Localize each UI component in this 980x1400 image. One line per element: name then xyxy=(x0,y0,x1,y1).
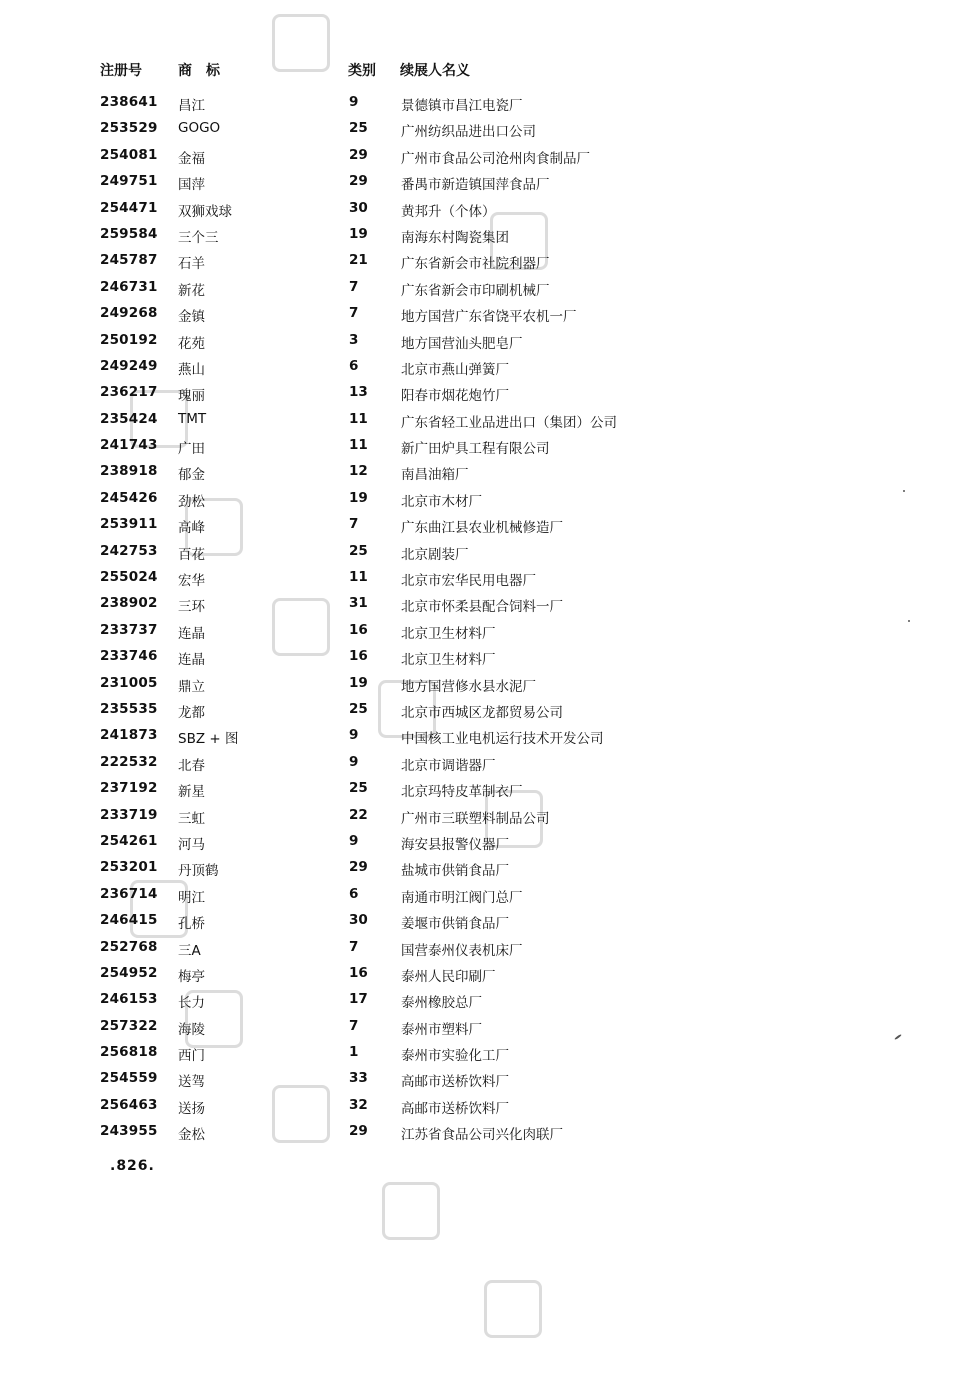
reg-no-cell: 259584 xyxy=(100,225,158,242)
mark-cell: 石羊 xyxy=(178,256,205,273)
renewer-cell: 姜堰市供销食品厂 xyxy=(401,916,509,933)
reg-no-cell: 249249 xyxy=(100,357,158,374)
class-cell: 29 xyxy=(349,1123,368,1140)
reg-no-cell: 241743 xyxy=(100,437,158,454)
table-row xyxy=(100,541,800,567)
reg-no-cell: 243955 xyxy=(100,1123,158,1140)
class-cell: 25 xyxy=(349,542,368,559)
mark-cell: 瑰丽 xyxy=(178,388,205,405)
class-cell: 9 xyxy=(349,94,359,110)
table-row xyxy=(100,910,800,936)
mark-cell: 明江 xyxy=(178,889,205,906)
class-cell: 30 xyxy=(349,912,368,929)
table-row xyxy=(100,1095,800,1121)
class-cell: 7 xyxy=(349,278,359,295)
table-row xyxy=(100,725,800,751)
renewer-cell: 新广田炉具工程有限公司 xyxy=(401,441,550,458)
class-cell: 13 xyxy=(349,384,368,401)
mark-cell: 送驾 xyxy=(178,1074,205,1091)
table-row xyxy=(100,1016,800,1042)
renewer-cell: 泰州橡胶总厂 xyxy=(401,995,482,1012)
reg-no-cell: 249268 xyxy=(100,305,158,322)
table-row xyxy=(100,1068,800,1094)
renewer-cell: 北京市西城区龙都贸易公司 xyxy=(401,704,563,721)
reg-no-cell: 257322 xyxy=(100,1017,158,1034)
mark-cell: SBZ + 图 xyxy=(178,731,239,748)
reg-no-cell: 233746 xyxy=(100,648,158,665)
reg-no-cell: 238902 xyxy=(100,595,158,612)
class-cell: 9 xyxy=(349,727,359,744)
table-row xyxy=(100,382,800,408)
class-cell: 9 xyxy=(349,832,359,849)
table-row xyxy=(100,963,800,989)
table-row xyxy=(100,778,800,804)
header-mark: 商标 xyxy=(178,63,234,79)
reg-no-cell: 254471 xyxy=(100,199,158,216)
mark-cell: 三环 xyxy=(178,599,205,616)
table-row xyxy=(100,831,800,857)
renewer-cell: 北京市宏华民用电器厂 xyxy=(401,573,536,590)
scan-speck xyxy=(903,490,905,492)
class-cell: 19 xyxy=(349,489,368,506)
table-row xyxy=(100,673,800,699)
renewer-cell: 地方国营修水县水泥厂 xyxy=(401,678,536,695)
reg-no-cell: 255024 xyxy=(100,569,158,586)
mark-cell: 北春 xyxy=(178,757,205,774)
table-row xyxy=(100,330,800,356)
renewer-cell: 北京市调谐器厂 xyxy=(401,757,496,774)
class-cell: 25 xyxy=(349,700,368,717)
class-cell: 25 xyxy=(349,120,368,137)
class-cell: 32 xyxy=(349,1096,368,1113)
class-cell: 11 xyxy=(349,437,368,454)
mark-cell: GOGO xyxy=(178,120,221,137)
class-cell: 11 xyxy=(349,410,368,427)
class-cell: 11 xyxy=(349,569,368,586)
trademark-table xyxy=(100,92,800,1148)
table-row xyxy=(100,752,800,778)
page-number: .826. xyxy=(110,1158,155,1174)
renewer-cell: 海安县报警仪器厂 xyxy=(401,836,509,853)
mark-cell: 国萍 xyxy=(178,177,205,194)
mark-cell: 昌江 xyxy=(178,98,205,114)
class-cell: 16 xyxy=(349,648,368,665)
table-row xyxy=(100,646,800,672)
reg-no-cell: 256818 xyxy=(100,1044,158,1061)
class-cell: 7 xyxy=(349,1017,359,1034)
table-row xyxy=(100,884,800,910)
class-cell: 22 xyxy=(349,806,368,823)
table-row xyxy=(100,620,800,646)
reg-no-cell: 233737 xyxy=(100,621,158,638)
mark-cell: TMT xyxy=(178,410,207,427)
table-row xyxy=(100,118,800,144)
reg-no-cell: 253911 xyxy=(100,516,158,533)
mark-cell: 三虹 xyxy=(178,810,205,827)
reg-no-cell: 253201 xyxy=(100,859,158,876)
mark-cell: 广田 xyxy=(178,441,205,458)
renewer-cell: 北京卫生材料厂 xyxy=(401,652,496,669)
class-cell: 7 xyxy=(349,305,359,322)
reg-no-cell: 245426 xyxy=(100,489,158,506)
reg-no-cell: 256463 xyxy=(100,1096,158,1113)
mark-cell: 鼎立 xyxy=(178,678,205,695)
reg-no-cell: 253529 xyxy=(100,120,158,137)
renewer-cell: 南海东村陶瓷集团 xyxy=(401,229,509,246)
mark-cell: 龙都 xyxy=(178,704,205,721)
renewer-cell: 北京市燕山弹簧厂 xyxy=(401,361,509,378)
reg-no-cell: 242753 xyxy=(100,542,158,559)
reg-no-cell: 231005 xyxy=(100,674,158,691)
mark-cell: 河马 xyxy=(178,836,205,853)
mark-cell: 海陵 xyxy=(178,1021,205,1038)
renewer-cell: 广州市三联塑料制品公司 xyxy=(401,810,550,827)
renewer-cell: 泰州人民印刷厂 xyxy=(401,968,496,985)
table-row xyxy=(100,514,800,540)
mark-cell: 三A xyxy=(178,942,201,959)
mark-cell: 西门 xyxy=(178,1048,205,1065)
reg-no-cell: 222532 xyxy=(100,753,158,770)
class-cell: 25 xyxy=(349,780,368,797)
renewer-cell: 中国核工业电机运行技术开发公司 xyxy=(401,731,604,748)
renewer-cell: 广州市食品公司沧州肉食制品厂 xyxy=(401,150,590,167)
renewer-cell: 江苏省食品公司兴化肉联厂 xyxy=(401,1127,563,1144)
mark-cell: 劲松 xyxy=(178,493,205,510)
table-row xyxy=(100,805,800,831)
table-row xyxy=(100,699,800,725)
table-row xyxy=(100,567,800,593)
mark-cell: 高峰 xyxy=(178,520,205,537)
renewer-cell: 番禺市新造镇国萍食品厂 xyxy=(401,177,550,194)
renewer-cell: 南通市明江阀门总厂 xyxy=(401,889,523,906)
mark-cell: 丹顶鹤 xyxy=(178,863,219,880)
renewer-cell: 黄邦升（个体） xyxy=(401,203,496,220)
renewer-cell: 地方国营广东省饶平农机一厂 xyxy=(401,309,577,326)
renewer-cell: 广东曲江县农业机械修造厂 xyxy=(401,520,563,537)
table-row xyxy=(100,171,800,197)
renewer-cell: 地方国营汕头肥皂厂 xyxy=(401,335,523,352)
mark-cell: 新星 xyxy=(178,784,205,801)
reg-no-cell: 238918 xyxy=(100,463,158,480)
table-row xyxy=(100,356,800,382)
watermark-stamp xyxy=(382,1182,440,1240)
class-cell: 31 xyxy=(349,595,368,612)
renewer-cell: 北京市木材厂 xyxy=(401,493,482,510)
renewer-cell: 高邮市送桥饮料厂 xyxy=(401,1074,509,1091)
reg-no-cell: 237192 xyxy=(100,780,158,797)
reg-no-cell: 254261 xyxy=(100,832,158,849)
reg-no-cell: 254081 xyxy=(100,146,158,163)
table-row xyxy=(100,198,800,224)
renewer-cell: 南昌油箱厂 xyxy=(401,467,469,484)
mark-cell: 长力 xyxy=(178,995,205,1012)
reg-no-cell: 241873 xyxy=(100,727,158,744)
table-row xyxy=(100,277,800,303)
renewer-cell: 泰州市塑料厂 xyxy=(401,1021,482,1038)
table-row xyxy=(100,409,800,435)
class-cell: 19 xyxy=(349,674,368,691)
class-cell: 9 xyxy=(349,753,359,770)
table-row xyxy=(100,1042,800,1068)
class-cell: 30 xyxy=(349,199,368,216)
mark-cell: 新花 xyxy=(178,282,205,299)
class-cell: 33 xyxy=(349,1070,368,1087)
mark-cell: 金镇 xyxy=(178,309,205,326)
class-cell: 17 xyxy=(349,991,368,1008)
reg-no-cell: 246415 xyxy=(100,912,158,929)
reg-no-cell: 235535 xyxy=(100,700,158,717)
class-cell: 6 xyxy=(349,357,359,374)
renewer-cell: 泰州市实验化工厂 xyxy=(401,1048,509,1065)
renewer-cell: 广东省新会市印刷机械厂 xyxy=(401,282,550,299)
reg-no-cell: 249751 xyxy=(100,173,158,190)
class-cell: 29 xyxy=(349,859,368,876)
reg-no-cell: 252768 xyxy=(100,938,158,955)
reg-no-cell: 238641 xyxy=(100,94,158,110)
mark-cell: 梅亭 xyxy=(178,968,205,985)
table-row xyxy=(100,250,800,276)
table-row xyxy=(100,488,800,514)
mark-cell: 宏华 xyxy=(178,573,205,590)
renewer-cell: 盐城市供销食品厂 xyxy=(401,863,509,880)
class-cell: 29 xyxy=(349,146,368,163)
reg-no-cell: 254952 xyxy=(100,964,158,981)
class-cell: 16 xyxy=(349,964,368,981)
mark-cell: 金松 xyxy=(178,1127,205,1144)
table-row xyxy=(100,593,800,619)
mark-cell: 郁金 xyxy=(178,467,205,484)
renewer-cell: 景德镇市昌江电瓷厂 xyxy=(401,98,523,114)
renewer-cell: 北京玛特皮革制衣厂 xyxy=(401,784,523,801)
renewer-cell: 广州纺织品进出口公司 xyxy=(401,124,536,141)
mark-cell: 双狮戏球 xyxy=(178,203,232,220)
header-renewer: 续展人名义 xyxy=(400,63,470,79)
reg-no-cell: 236217 xyxy=(100,384,158,401)
table-row xyxy=(100,145,800,171)
class-cell: 29 xyxy=(349,173,368,190)
scan-speck xyxy=(908,620,910,622)
reg-no-cell: 235424 xyxy=(100,410,158,427)
class-cell: 16 xyxy=(349,621,368,638)
class-cell: 12 xyxy=(349,463,368,480)
table-header xyxy=(100,60,800,84)
reg-no-cell: 236714 xyxy=(100,885,158,902)
mark-cell: 花苑 xyxy=(178,335,205,352)
class-cell: 19 xyxy=(349,225,368,242)
reg-no-cell: 254559 xyxy=(100,1070,158,1087)
class-cell: 1 xyxy=(349,1044,359,1061)
class-cell: 7 xyxy=(349,516,359,533)
mark-cell: 百花 xyxy=(178,546,205,563)
mark-cell: 连晶 xyxy=(178,652,205,669)
table-row xyxy=(100,224,800,250)
table-row xyxy=(100,435,800,461)
table-row xyxy=(100,937,800,963)
table-row xyxy=(100,1121,800,1147)
table-row xyxy=(100,989,800,1015)
reg-no-cell: 246153 xyxy=(100,991,158,1008)
mark-cell: 燕山 xyxy=(178,361,205,378)
watermark-stamp xyxy=(484,1280,542,1338)
renewer-cell: 北京市怀柔县配合饲料一厂 xyxy=(401,599,563,616)
scan-speck xyxy=(894,1034,902,1040)
renewer-cell: 高邮市送桥饮料厂 xyxy=(401,1100,509,1117)
renewer-cell: 广东省新会市社院利器厂 xyxy=(401,256,550,273)
class-cell: 6 xyxy=(349,885,359,902)
reg-no-cell: 245787 xyxy=(100,252,158,269)
mark-cell: 孔桥 xyxy=(178,916,205,933)
renewer-cell: 阳春市烟花炮竹厂 xyxy=(401,388,509,405)
reg-no-cell: 250192 xyxy=(100,331,158,348)
renewer-cell: 国营泰州仪表机床厂 xyxy=(401,942,523,959)
table-row xyxy=(100,303,800,329)
header-reg-no: 注册号 xyxy=(100,63,142,79)
reg-no-cell: 246731 xyxy=(100,278,158,295)
table-row xyxy=(100,857,800,883)
renewer-cell: 北京卫生材料厂 xyxy=(401,625,496,642)
renewer-cell: 北京剧装厂 xyxy=(401,546,469,563)
mark-cell: 送扬 xyxy=(178,1100,205,1117)
mark-cell: 三个三 xyxy=(178,229,219,246)
renewer-cell: 广东省轻工业品进出口（集团）公司 xyxy=(401,414,617,431)
class-cell: 7 xyxy=(349,938,359,955)
table-row xyxy=(100,92,800,118)
mark-cell: 连晶 xyxy=(178,625,205,642)
mark-cell: 金福 xyxy=(178,150,205,167)
reg-no-cell: 233719 xyxy=(100,806,158,823)
class-cell: 3 xyxy=(349,331,359,348)
class-cell: 21 xyxy=(349,252,368,269)
table-row xyxy=(100,461,800,487)
header-class: 类别 xyxy=(348,63,376,79)
